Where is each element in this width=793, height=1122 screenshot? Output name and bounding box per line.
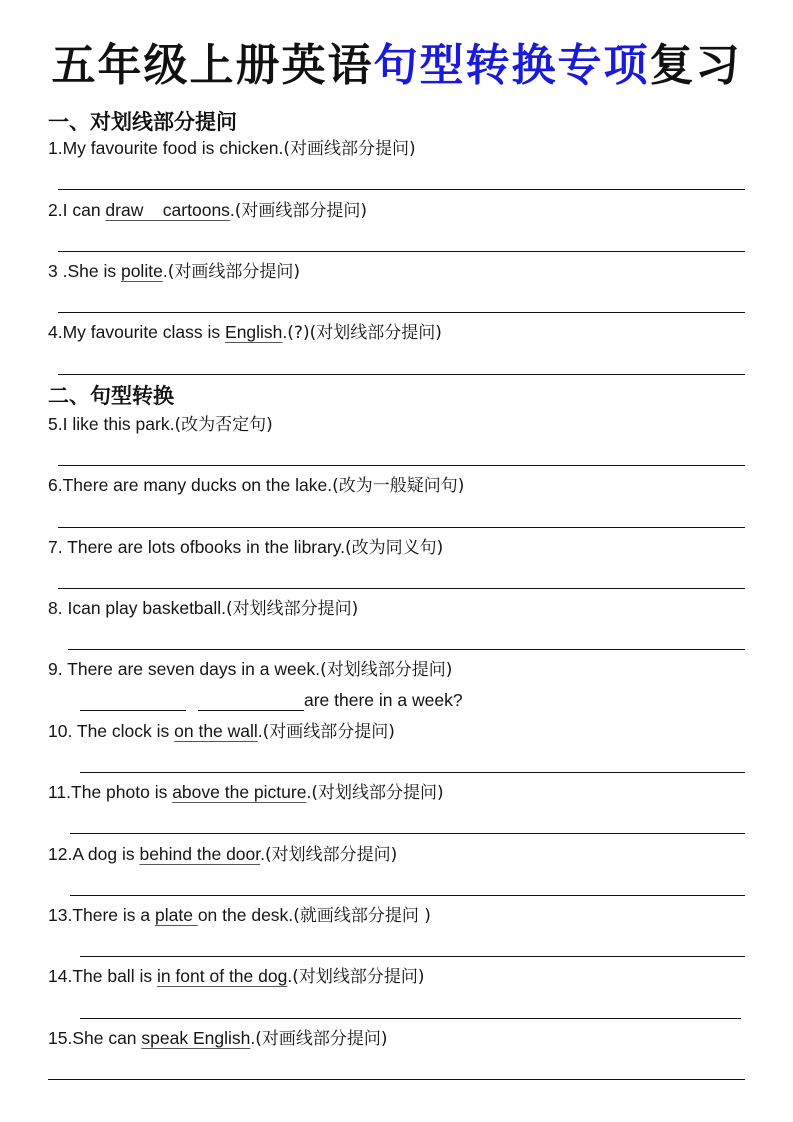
answer-line-13[interactable] (80, 956, 745, 957)
question-instruction: (对画线部分提问) (262, 722, 395, 742)
question-3 (48, 260, 300, 283)
question-text: I like this park. (62, 414, 175, 434)
question-number: 3 . (48, 261, 68, 281)
question-instruction: (对划线部分提问) (265, 845, 398, 865)
question-text: The ball is (72, 966, 157, 986)
underlined-part: behind the door (139, 844, 261, 864)
question-text: There are many ducks on the lake. (62, 475, 333, 495)
fill-blank-1[interactable] (80, 692, 186, 711)
question-8 (48, 597, 358, 620)
question-text-post: . (229, 200, 235, 220)
title-part-1: 五年级上册英语 (51, 40, 374, 91)
question-10 (48, 720, 395, 743)
question-number: 14. (48, 966, 73, 986)
question-text: My favourite food is chicken. (62, 138, 284, 158)
question-text-post: . (282, 322, 288, 342)
answer-line-3[interactable] (58, 312, 745, 313)
question-1 (48, 137, 416, 160)
underlined-part: draw cartoons (105, 200, 230, 220)
question-number: 15. (48, 1028, 73, 1048)
question-text: A dog is (72, 844, 140, 864)
answer-line-14[interactable] (80, 1018, 741, 1019)
question-instruction: (对划线部分提问) (311, 783, 444, 803)
question-text: There is a (72, 905, 156, 925)
underlined-part: on the wall (174, 721, 258, 741)
question-number: 7. (48, 537, 68, 557)
question-6 (48, 474, 464, 497)
question-number: 11. (48, 782, 72, 802)
section-heading-2: 二、句型转换 (48, 384, 174, 408)
underlined-part: above the picture (172, 782, 307, 802)
question-instruction: (?)(对划线部分提问) (287, 323, 442, 343)
question-number: 1. (48, 138, 63, 158)
question-number: 4. (48, 322, 63, 342)
answer-line-4[interactable] (58, 374, 745, 375)
question-9-fill-row (80, 689, 463, 711)
question-instruction: (改为否定句) (174, 415, 273, 435)
question-number: 10. (48, 721, 77, 741)
section-heading-1: 一、对划线部分提问 (48, 110, 237, 134)
underlined-part: speak English (141, 1028, 251, 1048)
question-text-post: . (306, 782, 312, 802)
question-text-post: . (162, 261, 168, 281)
underlined-part: English (225, 322, 283, 342)
question-text-post: . (260, 844, 266, 864)
question-number: 6. (48, 475, 63, 495)
underlined-part: polite (120, 261, 163, 281)
question-14 (48, 965, 424, 988)
question-number: 12. (48, 844, 73, 864)
question-instruction: (改为同义句) (345, 538, 444, 558)
question-text: She is (67, 261, 121, 281)
question-text: There are seven days in a week. (67, 659, 321, 679)
question-text: I can (62, 200, 106, 220)
answer-line-8[interactable] (68, 649, 745, 650)
answer-line-11[interactable] (70, 833, 745, 834)
page-title (0, 38, 793, 94)
question-2 (48, 199, 367, 222)
question-number: 5. (48, 414, 63, 434)
question-number: 2. (48, 200, 63, 220)
question-12 (48, 843, 397, 866)
question-text-post: on the desk. (197, 905, 294, 925)
question-instruction: (改为一般疑问句) (332, 476, 465, 496)
question-text: She can (72, 1028, 142, 1048)
question-instruction: (对画线部分提问) (234, 201, 368, 221)
question-15 (48, 1027, 388, 1050)
question-9 (48, 658, 452, 681)
question-instruction: (对画线部分提问) (283, 139, 416, 159)
answer-line-7[interactable] (58, 588, 745, 589)
question-instruction: (就画线部分提问 ) (293, 906, 431, 926)
question-text: The clock is (76, 721, 175, 741)
fill-blank-2[interactable] (198, 692, 304, 711)
underlined-part: in font of the dog (156, 966, 288, 986)
question-5 (48, 413, 273, 436)
question-7 (48, 536, 443, 559)
question-text-post: . (250, 1028, 256, 1048)
answer-line-2[interactable] (58, 251, 745, 252)
answer-line-6[interactable] (58, 527, 745, 528)
question-instruction: (对画线部分提问) (255, 1029, 388, 1049)
title-part-2-highlight: 句型转换专项 (373, 40, 650, 91)
question-number: 9. (48, 659, 68, 679)
question-11 (48, 781, 444, 804)
question-4 (48, 321, 442, 344)
underlined-part: plate (155, 905, 198, 925)
question-instruction: (对画线部分提问) (167, 262, 300, 282)
question-instruction: (对划线部分提问) (320, 660, 453, 680)
answer-line-15[interactable] (48, 1079, 745, 1080)
answer-line-1[interactable] (58, 189, 745, 190)
answer-line-12[interactable] (70, 895, 745, 896)
question-13 (48, 904, 431, 927)
question-instruction: (对划线部分提问) (226, 599, 359, 619)
question-text: The photo is (71, 782, 173, 802)
fill-suffix-text: are there in a week? (304, 690, 463, 710)
question-text: There are lots ofbooks in the library. (67, 537, 346, 557)
question-instruction: (对划线部分提问) (292, 967, 425, 987)
question-text: Ican play basketball. (67, 598, 227, 618)
question-text-post: . (257, 721, 263, 741)
title-part-3: 复习 (649, 40, 742, 91)
answer-line-5[interactable] (58, 465, 745, 466)
question-number: 8. (48, 598, 68, 618)
question-text-post: . (287, 966, 293, 986)
answer-line-10[interactable] (80, 772, 745, 773)
question-number: 13. (48, 905, 73, 925)
question-text: My favourite class is (62, 322, 226, 342)
